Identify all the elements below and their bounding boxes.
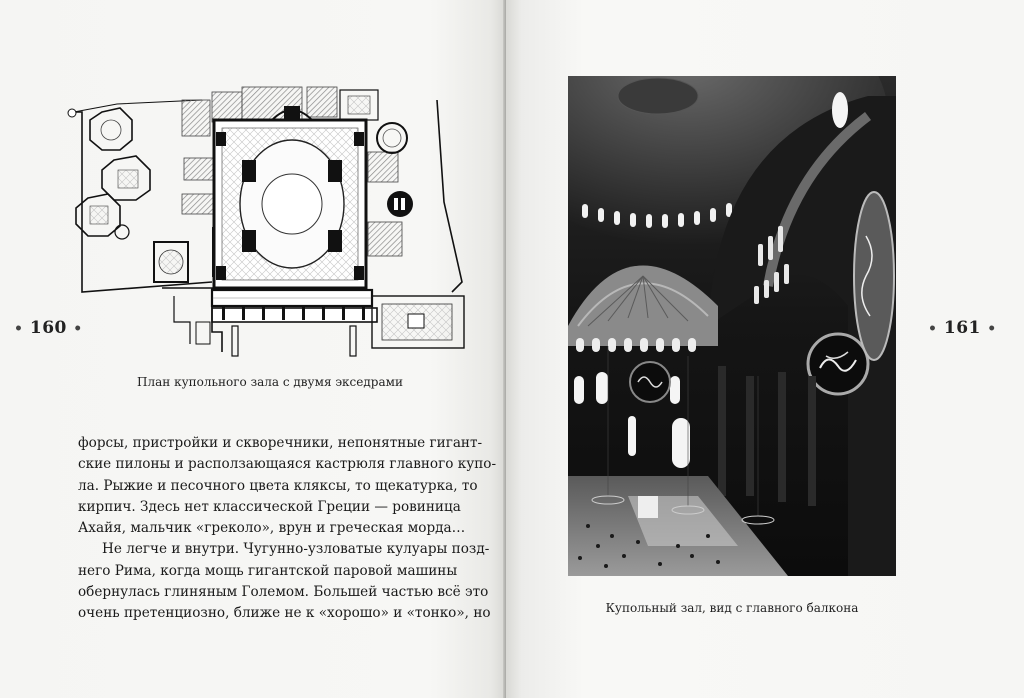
text-line: ские пилоны и расползающаяся кастрюля главного купо- — [78, 456, 497, 473]
text-line: ла. Рыжие и песочного цвета кляксы, то щекатурка, то — [78, 477, 478, 494]
left-page — [0, 0, 506, 698]
right-page — [506, 0, 1024, 698]
text-line: очень претенциозно, ближе не к «хорошо» и «тонко», но — [78, 605, 491, 622]
text-line: Ахайя, мальчик «греколо», врун и греческая морда… — [78, 520, 466, 537]
text-line: него Рима, когда мощь гигантской паровой машины — [78, 562, 458, 579]
figure-caption: План купольного зала с двумя экседрами — [137, 375, 403, 389]
text-line: форсы, пристройки и скворечники, непонятные гигант- — [78, 435, 483, 451]
page-number-right: • 161 • — [928, 318, 997, 338]
text-line: обернулась глиняным Големом. Большей частью всё это — [78, 584, 489, 601]
page-number-left: • 160 • — [14, 318, 83, 338]
dome-interior-photo — [568, 76, 896, 576]
floor-plan-drawing — [62, 82, 474, 360]
paragraph-2 — [78, 539, 491, 624]
body-text — [78, 433, 497, 625]
paragraph-1 — [78, 433, 497, 539]
text-line: кирпич. Здесь нет классической Греции — ровиница — [78, 498, 461, 515]
text-line: Не легче и внутри. Чугунно-узловатые кулуары позд- — [102, 541, 490, 558]
photo-caption: Купольный зал, вид с главного балкона — [605, 601, 859, 615]
